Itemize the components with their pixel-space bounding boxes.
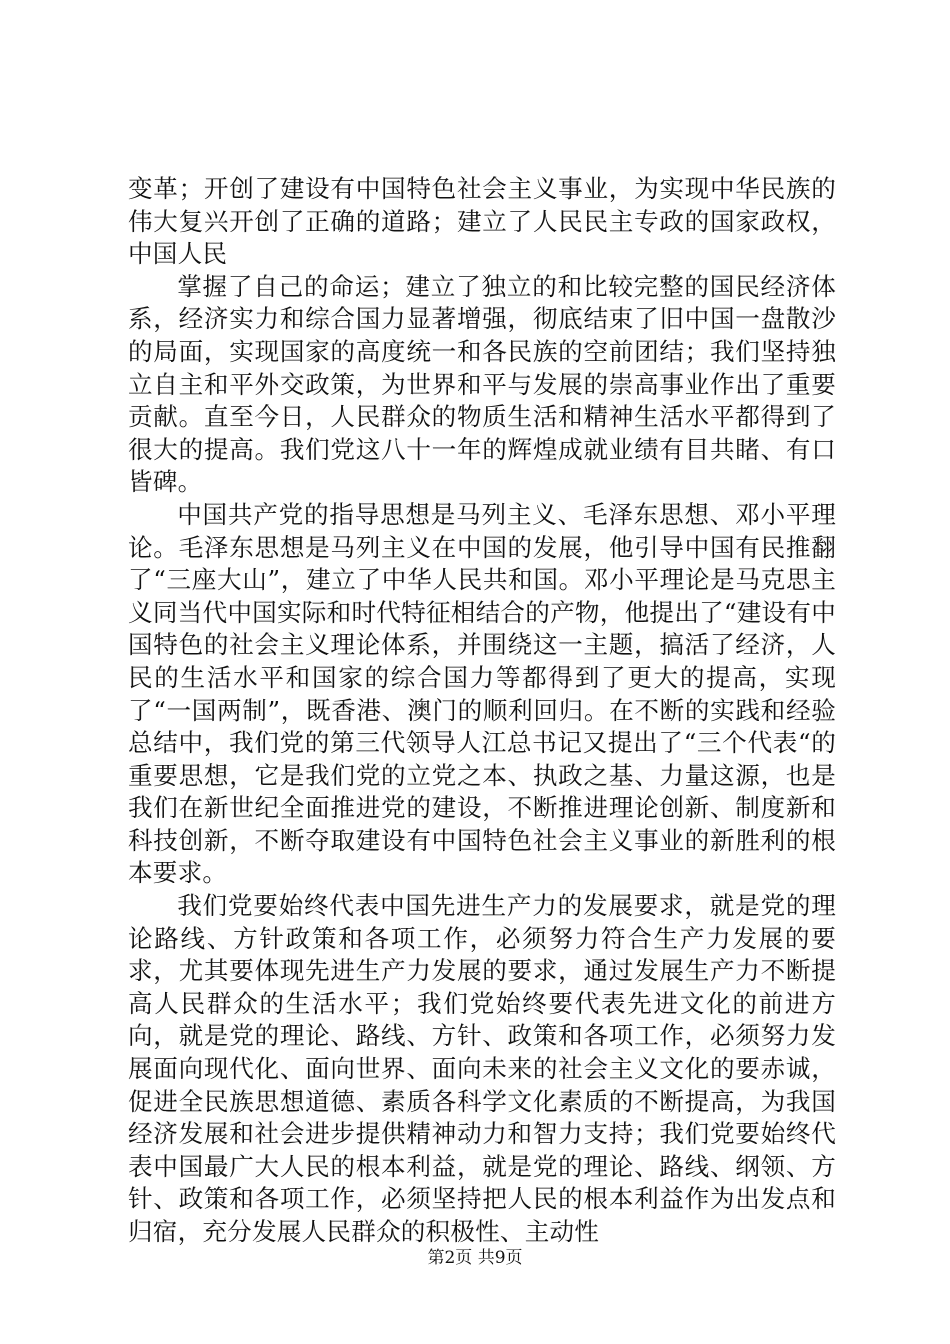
paragraph-4: 我们党要始终代表中国先进生产力的发展要求，就是党的理论路线、方针政策和各项工作，必须努力符合生产力发展的要求，尤其要体现先进生产力发展的要求，通过发展生产力不断提高人民群众的生活水平；我们党始终要代表先进文化的前进方向，就是党的理论、路线、方针、政策和各项工作，必须努力发展面向现代化、面向世界、面向未来的社会主义文化的要赤诚，促进全民族思想道德、素质各科学文化素质的不断提高，为我国经济发展和社会进步提供精神动力和智力支持；我们党要始终代表中国最广大人民的根本利益，就是党的理论、路线、纲领、方针、政策和各项工作，必须坚持把人民的根本利益作为出发点和归宿，充分发展人民群众的积极性、主动性 [128, 891, 836, 1246]
paragraph-2: 掌握了自己的命运；建立了独立的和比较完整的国民经济体系，经济实力和综合国力显著增强，彻底结束了旧中国一盘散沙的局面，实现国家的高度统一和各民族的空前团结；我们坚持独立自主和平外交政策，为世界和平与发展的崇高事业作出了重要贡献。直至今日，人民群众的物质生活和精神生活水平都得到了很大的提高。我们党这八十一年的辉煌成就业绩有目共睹、有口皆碑。 [128, 271, 836, 497]
document-body [128, 173, 836, 1249]
paragraph-3: 中国共产党的指导思想是马列主义、毛泽东思想、邓小平理论。毛泽东思想是马列主义在中国的发展，他引导中国有民推翻了“三座大山”，建立了中华人民共和国。邓小平理论是马克思主义同当代中国实际和时代特征相结合的产物，他提出了“建设有中国特色的社会主义理论体系，并围绕这一主题，搞活了经济，人民的生活水平和国家的综合国力等都得到了更大的提高，实现了“一国两制”，既香港、澳门的顺利回归。在不断的实践和经验总结中，我们党的第三代领导人江总书记又提出了“三个代表“的重要思想，它是我们党的立党之本、执政之基、力量这源，也是我们在新世纪全面推进党的建设，不断推进理论创新、制度新和科技创新，不断夺取建设有中国特色社会主义事业的新胜利的根本要求。 [128, 499, 836, 888]
paragraph-1: 变革；开创了建设有中国特色社会主义事业，为实现中华民族的伟大复兴开创了正确的道路；建立了人民民主专政的国家政权，中国人民 [128, 174, 836, 269]
page-number-footer: 第2页 共9页 [427, 1248, 523, 1268]
